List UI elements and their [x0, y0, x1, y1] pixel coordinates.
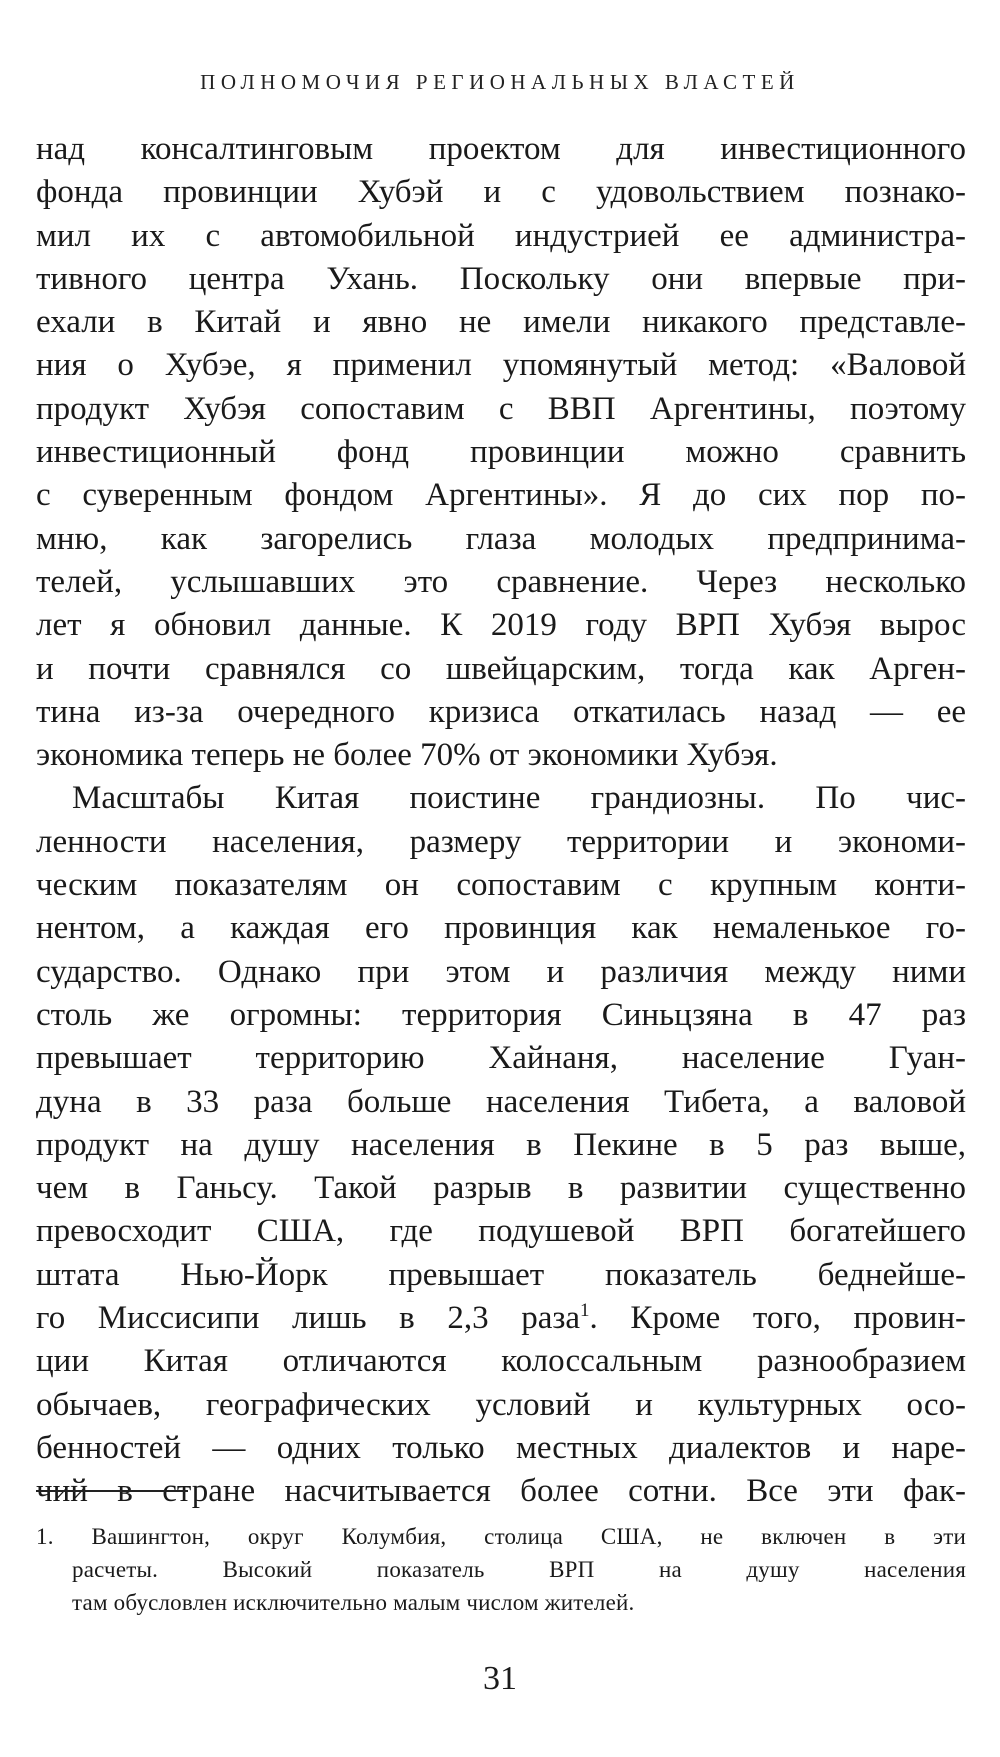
- footnote-line: 1. Вашингтон, округ Колумбия, столица США, не включен в эти: [36, 1524, 966, 1549]
- text-line: дуна в 33 раза больше населения Тибета, а валовой: [36, 1083, 966, 1120]
- text-line: продукт Хубэя сопоставим с ВВП Аргентины, поэтому: [36, 390, 966, 427]
- text-line: фонда провинции Хубэй и с удовольствием познако-: [36, 174, 966, 211]
- text-line: ленности населения, размеру территории и экономи-: [36, 823, 966, 860]
- text-line: телей, услышавших это сравнение. Через несколько: [36, 563, 966, 600]
- text-line: с суверенным фондом Аргентины». Я до сих пор по-: [36, 477, 966, 514]
- text-line: чем в Ганьсу. Такой разрыв в развитии существенно: [36, 1170, 966, 1207]
- main-text: [36, 128, 966, 1514]
- text-line: и почти сравнялся со швейцарским, тогда как Арген-: [36, 650, 966, 687]
- text-line: чий в стране насчитывается более сотни. Все эти фак-: [36, 1473, 966, 1510]
- text-line: инвестиционный фонд провинции можно сравнить: [36, 434, 966, 471]
- text-line: над консалтинговым проектом для инвестиционного: [36, 131, 966, 167]
- text-line: ехали в Китай и явно не имели никакого представле-: [36, 304, 966, 341]
- text-line: превышает территорию Хайнаня, население Гуан-: [36, 1040, 966, 1077]
- footnote-reference[interactable]: 1: [580, 1300, 590, 1322]
- text-line: тивного центра Ухань. Поскольку они впервые при-: [36, 260, 966, 297]
- text-line: ции Китая отличаются колоссальным разнообразием: [36, 1343, 966, 1380]
- text-line: бенностей — одних только местных диалектов и наре-: [36, 1429, 966, 1466]
- text-line: превосходит США, где подушевой ВРП богатейшего: [36, 1213, 966, 1250]
- footnote-divider: [36, 1490, 188, 1492]
- text-line: нентом, а каждая его провинция как немаленькое го-: [36, 910, 966, 947]
- footnote-line: расчеты. Высокий показатель ВРП на душу населения: [72, 1557, 966, 1582]
- text-line-with-footnote: [36, 1297, 966, 1340]
- text-line: ческим показателям он сопоставим с крупным конти-: [36, 867, 966, 904]
- text-line: столь же огромны: территория Синьцзяна в 47 раз: [36, 996, 966, 1033]
- text-fragment: . Кроме того, провин-: [589, 1300, 967, 1337]
- text-line: продукт на душу населения в Пекине в 5 раз выше,: [36, 1126, 966, 1163]
- footnote-line: там обусловлен исключительно малым числом жителей.: [72, 1590, 635, 1615]
- page-number: 31: [483, 1660, 517, 1697]
- text-fragment: го Миссисипи лишь в 2,3 раза: [36, 1300, 581, 1337]
- text-line: мню, как загорелись глаза молодых предпринима-: [36, 520, 966, 557]
- text-line: штата Нью-Йорк превышает показатель беднейше-: [36, 1256, 966, 1293]
- text-line: ния о Хубэе, я применил упомянутый метод: «Валовой: [36, 347, 966, 384]
- text-line: тина из-за очередного кризиса откатилась назад — ее: [36, 693, 966, 730]
- running-head: ПОЛНОМОЧИЯ РЕГИОНАЛЬНЫХ ВЛАСТЕЙ: [200, 70, 800, 94]
- footnote: [36, 1520, 966, 1619]
- paragraph-start-line: Масштабы Китая поистине грандиозны. По чис-: [72, 780, 966, 817]
- text-line: мил их с автомобильной индустрией ее администра-: [36, 217, 966, 254]
- text-line: сударство. Однако при этом и различия между ними: [36, 953, 966, 990]
- text-line: обычаев, географических условий и культурных осо-: [36, 1386, 966, 1423]
- text-line: экономика теперь не более 70% от экономики Хубэя.: [36, 737, 778, 774]
- text-line: лет я обновил данные. К 2019 году ВРП Хубэя вырос: [36, 607, 966, 644]
